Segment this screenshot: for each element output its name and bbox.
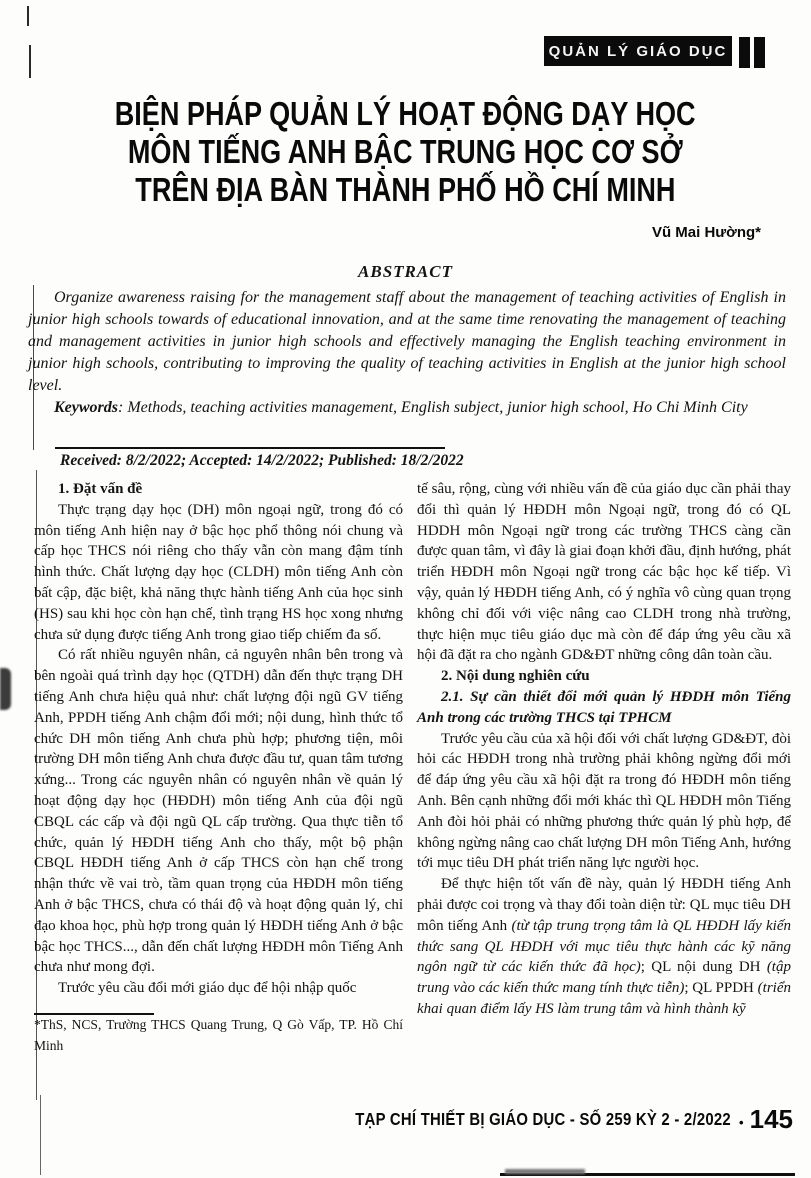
text-segment: ; QL PPDH — [684, 980, 758, 997]
section-1-heading: 1. Đặt vấn đề — [58, 481, 143, 497]
paragraph-mixed — [417, 874, 791, 1020]
paragraph: Có rất nhiều nguyên nhân, cả nguyên nhân bên trong và bên ngoài quá trình dạy học (QTDH) dẫn đến thực trạng DH tiếng Anh chưa hiệu quả như: chất lượng đội ngũ GV tiếng Anh, PPDH tiếng Anh chậm đổi mới; nội dung, hình thức tổ chức DH môn tiếng Anh chưa phù hợp; phương tiện, môi trường DH môn tiếng Anh chưa được đầu tư, quan tâm tương xứng... Trong các nguyên nhân có nguyên nhân về quản lý hoạt động dạy học (HĐDH) môn tiếng Anh của đội ngũ CBQL các cấp và đội ngũ QL cấp trường. Qua thực tiễn tổ chức, quản lý HĐDH tiếng Anh cho thấy, một bộ phận CBQL HĐDH tiếng Anh ở cấp THCS còn hạn chế trong nhận thức về vai trò, tầm quan trọng của HĐDH môn tiếng Anh ở bậc THCS, chưa có thái độ và hoạt động quản lý, chỉ đạo khoa học, phù hợp trong quản lý HĐDH tiếng Anh ở bậc bậc học THCS..., dẫn đến chất lượng HĐDH môn Tiếng Anh chưa như mong đợi. — [34, 647, 403, 976]
section-2-1-heading: 2.1. Sự cần thiết đổi mới quản lý HĐDH môn Tiếng Anh trong các trường THCS tại TPHCM — [417, 688, 791, 726]
article-body — [34, 479, 791, 1057]
article-title-line: TRÊN ĐỊA BÀN THÀNH PHỐ HỒ CHÍ MINH — [135, 171, 676, 208]
article-title — [0, 95, 811, 209]
text-segment-italic: (triển khai quan điểm lấy HS làm trung tâm và hình thành kỹ — [417, 980, 791, 1017]
abstract-body: Organize awareness raising for the management staff about the management of teaching activities of English in junior high schools towards of educational innovation, and at the same time renovating the management of teaching and management activities in junior high schools and effectively managing the English teaching environment in junior high schools, contributing to improving the quality of teaching activities in English at the junior high school level. — [28, 289, 786, 394]
author-name: Vũ Mai Hường* — [651, 224, 761, 241]
scan-mark — [27, 6, 29, 26]
left-column — [34, 479, 403, 1057]
keywords-label: Keywords — [54, 399, 118, 416]
article-title-line: MÔN TIẾNG ANH BẬC TRUNG HỌC CƠ SỞ — [128, 133, 683, 170]
scan-fold-line — [40, 1095, 41, 1175]
section-category-badge — [544, 36, 732, 66]
paragraph: Trước yêu cầu đổi mới giáo dục để hội nhập quốc — [58, 980, 357, 997]
journal-issue-label: TẠP CHÍ THIẾT BỊ GIÁO DỤC - SỐ 259 KỲ 2 - 2/2022 — [355, 1108, 732, 1129]
page-number: 145 — [749, 1104, 793, 1134]
footer-dot-icon: • — [739, 1114, 744, 1130]
keywords-line — [28, 397, 786, 419]
header-bar-icon — [754, 37, 765, 68]
section-category-label: QUẢN LÝ GIÁO DỤC — [548, 42, 728, 60]
keywords-text: : Methods, teaching activities management, English subject, junior high school, Ho Chi Minh City — [118, 399, 748, 416]
paragraph: tế sâu, rộng, cùng với nhiều vấn đề của giáo dục cần phải thay đổi thì quản lý HĐDH môn Ngoại ngữ, trong đó có QL HDDH môn Ngoại ngữ trong các trường THCS càng cần được quan tâm, vì đây là giai đoạn khởi đầu, định hướng, phát triển HĐDH môn Ngoại ngữ trong các bậc học kế tiếp. Vì vậy, quản lý HĐDH tiếng Anh, có ý nghĩa vô cùng quan trọng không chỉ đối với việc nâng cao CLDH trong nhà trường, thực hiện mục tiêu giáo dục mà còn để đáp ứng yêu cầu xã hội đã đặt ra cho ngành GD&ĐT những công dân toàn cầu. — [417, 481, 791, 664]
paragraph: Trước yêu cầu của xã hội đối với chất lượng GD&ĐT, đòi hỏi các HĐDH trong nhà trường phải không ngừng đổi mới để đáp ứng yêu cầu xã hội đặt ra trong đó HĐDH môn tiếng Anh. Bên cạnh những đổi mới khác thì QL HĐDH môn Tiếng Anh đòi hỏi phải có những phương thức quản lý phù hợp, để không ngừng nâng cao chất lượng DH môn Tiếng Anh, hướng tới mục tiêu DH phát triển năng lực người học. — [417, 730, 791, 872]
abstract-heading: ABSTRACT — [358, 262, 453, 281]
text-segment: Để thực hiện tốt vấn đề này, quản lý HĐDH tiếng Anh phải được coi trọng và thay đổi toàn diện từ: QL mục tiêu DH môn tiếng Anh — [417, 876, 791, 934]
submission-dates: Received: 8/2/2022; Accepted: 14/2/2022; Published: 18/2/2022 — [60, 452, 464, 469]
abstract-divider — [55, 447, 445, 449]
text-segment: ; QL nội dung DH — [640, 959, 767, 976]
scan-mark — [29, 45, 31, 78]
author-footnote: *ThS, NCS, Trường THCS Quang Trung, Q Gò Vấp, TP. Hồ Chí Minh — [34, 1016, 403, 1053]
header-bar-icon — [739, 37, 750, 68]
paragraph: Thực trạng dạy học (DH) môn ngoại ngữ, trong đó có môn tiếng Anh hiện nay ở bậc học phổ thông nói chung và cấp học THCS nói riêng cho thấy vẫn còn mang đậm tính hình thức. Chất lượng dạy học (CLDH) môn tiếng Anh còn bất cập, đặc biệt, khả năng thực hành tiếng Anh của học sinh (HS) sau khi học còn hạn chế, tình trạng HS học xong nhưng chưa sử dụng được tiếng Anh trong giao tiếp chiếm đa số. — [34, 501, 403, 643]
page-footer — [289, 1106, 793, 1132]
scan-edge-mark — [505, 1169, 585, 1174]
section-2-heading: 2. Nội dung nghiên cứu — [441, 668, 590, 685]
text-segment-italic: (tập trung vào các kiến thức mang tính thực tiễn) — [417, 959, 791, 997]
right-column — [417, 479, 791, 1057]
text-segment-italic: (từ tập trung trọng tâm là QL HĐDH lấy kiến thức sang QL HĐDH với mục tiêu thực hành các kỹ năng ngôn ngữ từ các kiến thức đã học) — [417, 917, 792, 976]
article-title-line: BIỆN PHÁP QUẢN LÝ HOẠT ĐỘNG DẠY HỌC — [115, 95, 696, 132]
scan-blob — [0, 668, 11, 710]
